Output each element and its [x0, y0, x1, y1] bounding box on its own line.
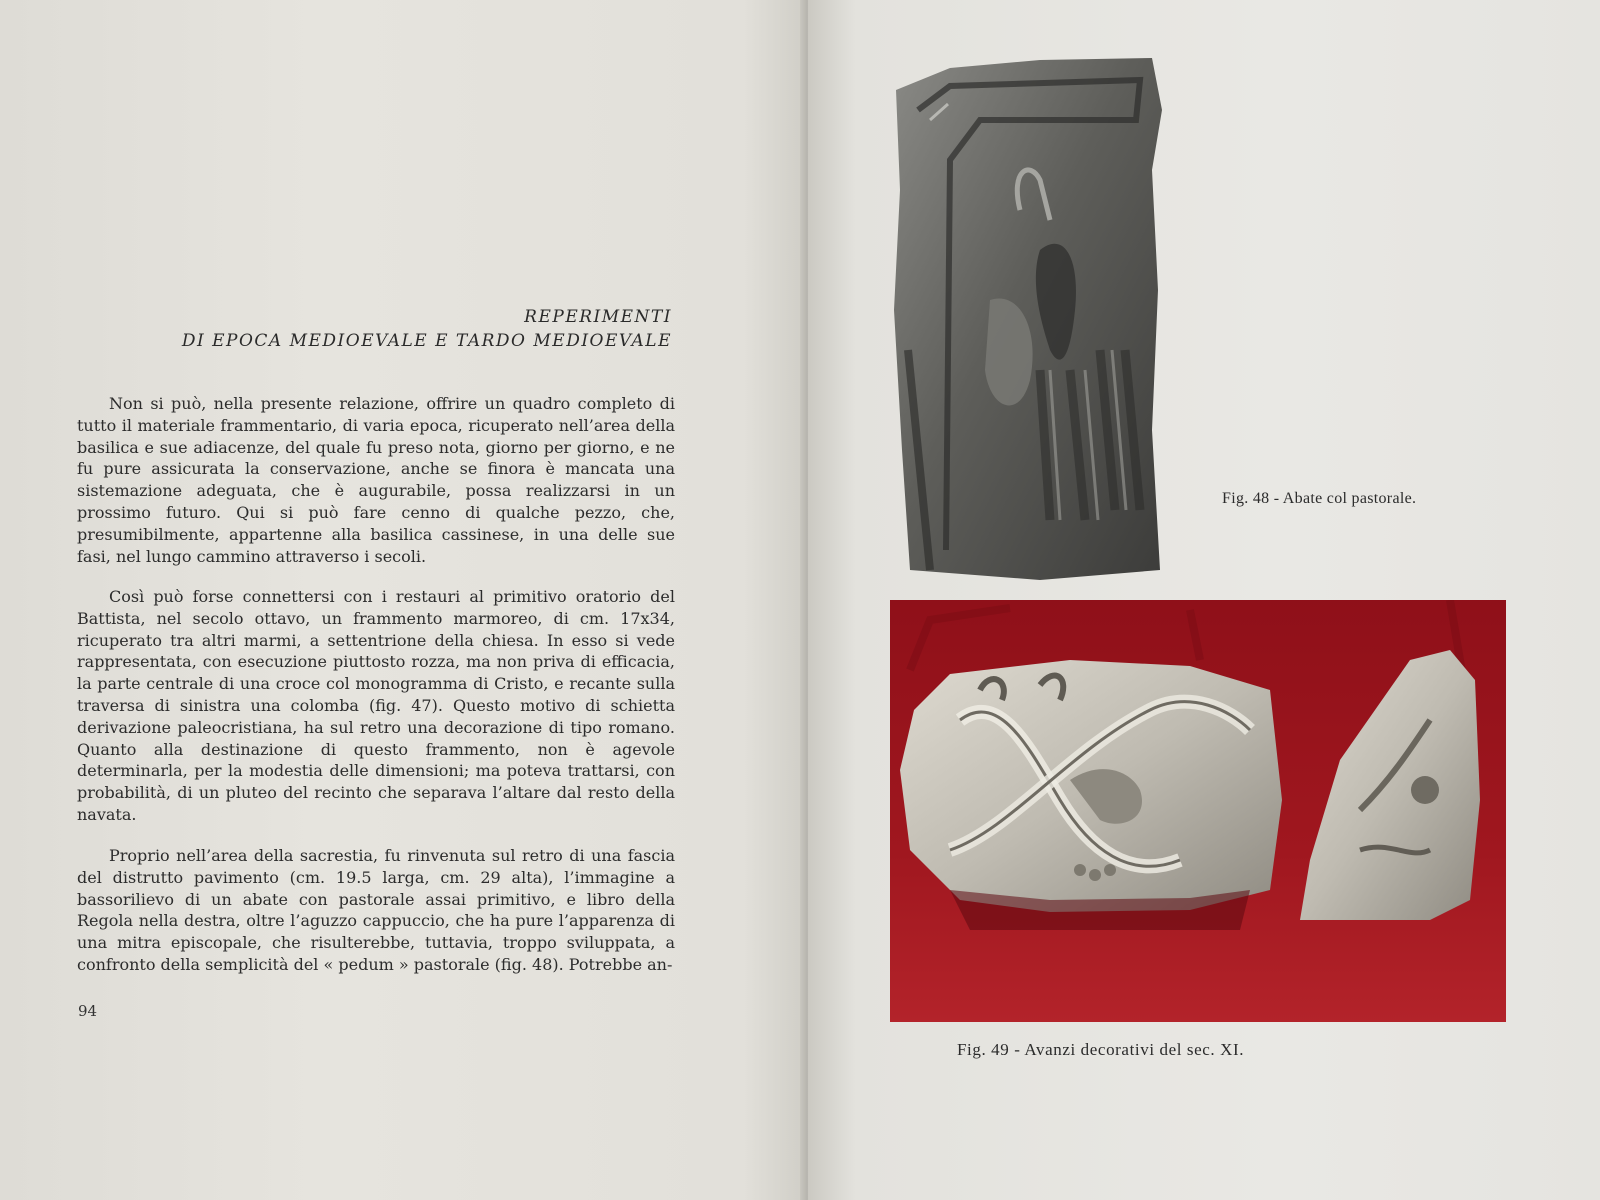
paragraph-3: Proprio nell’area della sacrestia, fu rinvenuta sul retro di una fascia del distrutto pavimento (cm. 19.5 larga, cm. 29 alta), l’immagine a bassorilievo di un abate con pastorale assai primitivo, e libro della Regola nella destra, oltre l’aguzzo cappuccio, che ha pure l’apparenza di una mitra episcopale, che risulterebbe, tuttavia, troppo sviluppata, a confronto della semplicità del « pedum » pastorale (fig. 48). Potrebbe an-: [77, 846, 675, 974]
paragraph-2: Così può forse connettersi con i restauri al primitivo oratorio del Battista, nel secolo ottavo, un frammento marmoreo, di cm. 17x34, ricuperato tra altri marmi, a settentrione della chiesa. In esso si vede rappresentata, con esecuzione piuttosto rozza, ma non priva di efficacia, la parte centrale di una croce col monogramma di Cristo, e recante sulla traversa di sinistra una colomba (fig. 47). Questo motivo di schietta derivazione paleocristiana, ha sul retro una decorazione di tipo romano. Quanto alla destinazione di questo frammento, non è agevole determinarla, per la modestia delle dimensioni; ma poteva trattarsi, con probabilità, di un pluteo del recinto che separava l’altare dal resto della navata.: [77, 587, 675, 824]
figure-48-abbot-relief-photo: [890, 50, 1190, 586]
figure-48-caption: Fig. 48 - Abate col pastorale.: [1222, 490, 1417, 507]
section-heading-line-2: DI EPOCA MEDIOEVALE E TARDO MEDIOEVALE: [181, 331, 672, 351]
figure-49-caption: Fig. 49 - Avanzi decorativi del sec. XI.: [957, 1040, 1245, 1059]
paragraph-1: Non si può, nella presente relazione, offrire un quadro completo di tutto il materiale frammentario, di varia epoca, ricuperato nell’area della basilica e sue adiacenze, del quale fu preso nota, giorno per giorno, e ne fu pure assicurata la conservazione, anche se finora è mancata una sistemazione adeguata, che è augurabile, possa realizzarsi in un prossimo futuro. Qui si può fare cenno di qualche pezzo, che, presumibilmente, appartenne alla basilica cassinese, in una delle sue fasi, nel lungo cammino attraverso i secoli.: [77, 394, 675, 566]
section-heading-line-1: REPERIMENTI: [524, 307, 672, 327]
page-number: 94: [78, 1002, 98, 1020]
figure-49-marble-fragments-photo: [890, 600, 1506, 1022]
